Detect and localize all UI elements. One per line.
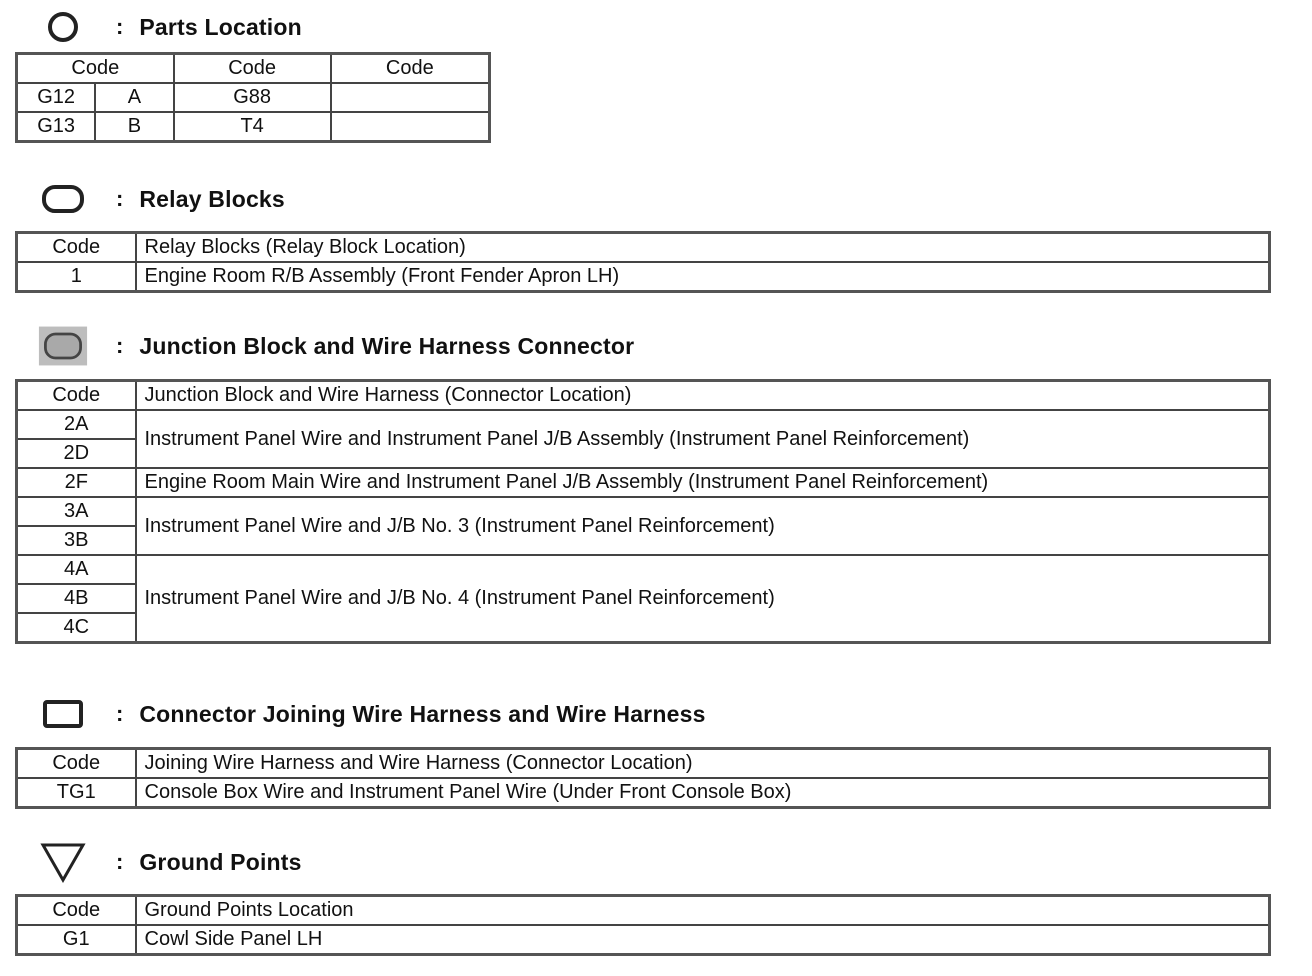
table-row	[17, 83, 490, 112]
heading-colon: :	[116, 333, 124, 358]
description-cell: Engine Room R/B Assembly (Front Fender Apron LH)	[136, 262, 1270, 292]
heading-colon: :	[116, 186, 124, 211]
code-cell: 3B	[17, 526, 136, 555]
header-cell: Junction Block and Wire Harness (Connector Location)	[136, 381, 1270, 411]
junction-block-table	[15, 379, 1271, 644]
section-title: Parts Location	[139, 13, 302, 40]
code-cell: G12	[17, 83, 96, 112]
table-row	[17, 555, 1270, 584]
code-cell: 2D	[17, 439, 136, 468]
header-cell: Code	[17, 896, 136, 926]
heading-colon: :	[116, 849, 124, 874]
rounded-rect-icon	[38, 179, 88, 219]
header-cell: Code	[17, 54, 174, 84]
rectangle-icon	[38, 694, 88, 734]
table-row	[17, 468, 1270, 497]
description-cell: Instrument Panel Wire and Instrument Panel J/B Assembly (Instrument Panel Reinforcement)	[136, 410, 1270, 468]
heading-colon: :	[116, 14, 124, 39]
connector-joining-table	[15, 747, 1271, 809]
table-row	[17, 925, 1270, 955]
code-cell	[331, 112, 490, 142]
relay-blocks-heading	[38, 179, 285, 219]
table-row	[17, 410, 1270, 439]
relay-blocks-table	[15, 231, 1271, 293]
circle-icon	[38, 7, 88, 47]
parts-location-table	[15, 52, 491, 143]
code-cell: TG1	[17, 778, 136, 808]
description-cell: Cowl Side Panel LH	[136, 925, 1270, 955]
table-row	[17, 497, 1270, 526]
code-cell: A	[95, 83, 173, 112]
code-cell	[331, 83, 490, 112]
section-title: Ground Points	[139, 848, 302, 875]
connector-joining-heading	[38, 694, 706, 734]
ground-points-heading	[38, 842, 302, 882]
code-cell: B	[95, 112, 173, 142]
table-header-row	[17, 381, 1270, 411]
header-cell: Code	[17, 381, 136, 411]
table-header-row	[17, 233, 1270, 263]
triangle-down-icon	[38, 842, 88, 882]
table-header-row	[17, 54, 490, 84]
code-cell: 2F	[17, 468, 136, 497]
section-title: Connector Joining Wire Harness and Wire Harness	[139, 700, 706, 727]
heading-colon: :	[116, 701, 124, 726]
description-cell: Engine Room Main Wire and Instrument Panel J/B Assembly (Instrument Panel Reinforcement)	[136, 468, 1270, 497]
header-cell: Code	[174, 54, 331, 84]
code-cell: 3A	[17, 497, 136, 526]
table-header-row	[17, 749, 1270, 779]
header-cell: Relay Blocks (Relay Block Location)	[136, 233, 1270, 263]
header-cell: Code	[17, 749, 136, 779]
table-row	[17, 112, 490, 142]
code-cell: G88	[174, 83, 331, 112]
parts-location-heading	[38, 7, 302, 47]
description-cell: Console Box Wire and Instrument Panel Wire (Under Front Console Box)	[136, 778, 1270, 808]
table-row	[17, 778, 1270, 808]
section-title: Relay Blocks	[139, 185, 285, 212]
section-title: Junction Block and Wire Harness Connector	[139, 332, 635, 359]
code-cell: 1	[17, 262, 136, 292]
table-row	[17, 262, 1270, 292]
description-cell: Instrument Panel Wire and J/B No. 3 (Instrument Panel Reinforcement)	[136, 497, 1270, 555]
header-cell: Joining Wire Harness and Wire Harness (Connector Location)	[136, 749, 1270, 779]
code-cell: 4A	[17, 555, 136, 584]
table-header-row	[17, 896, 1270, 926]
junction-block-heading	[38, 326, 634, 366]
header-cell: Code	[17, 233, 136, 263]
shaded-rounded-rect-icon	[38, 326, 88, 366]
code-cell: 4B	[17, 584, 136, 613]
code-cell: T4	[174, 112, 331, 142]
header-cell: Ground Points Location	[136, 896, 1270, 926]
ground-points-table	[15, 894, 1271, 956]
code-cell: 4C	[17, 613, 136, 643]
code-cell: 2A	[17, 410, 136, 439]
description-cell: Instrument Panel Wire and J/B No. 4 (Instrument Panel Reinforcement)	[136, 555, 1270, 643]
code-cell: G1	[17, 925, 136, 955]
code-cell: G13	[17, 112, 96, 142]
header-cell: Code	[331, 54, 490, 84]
